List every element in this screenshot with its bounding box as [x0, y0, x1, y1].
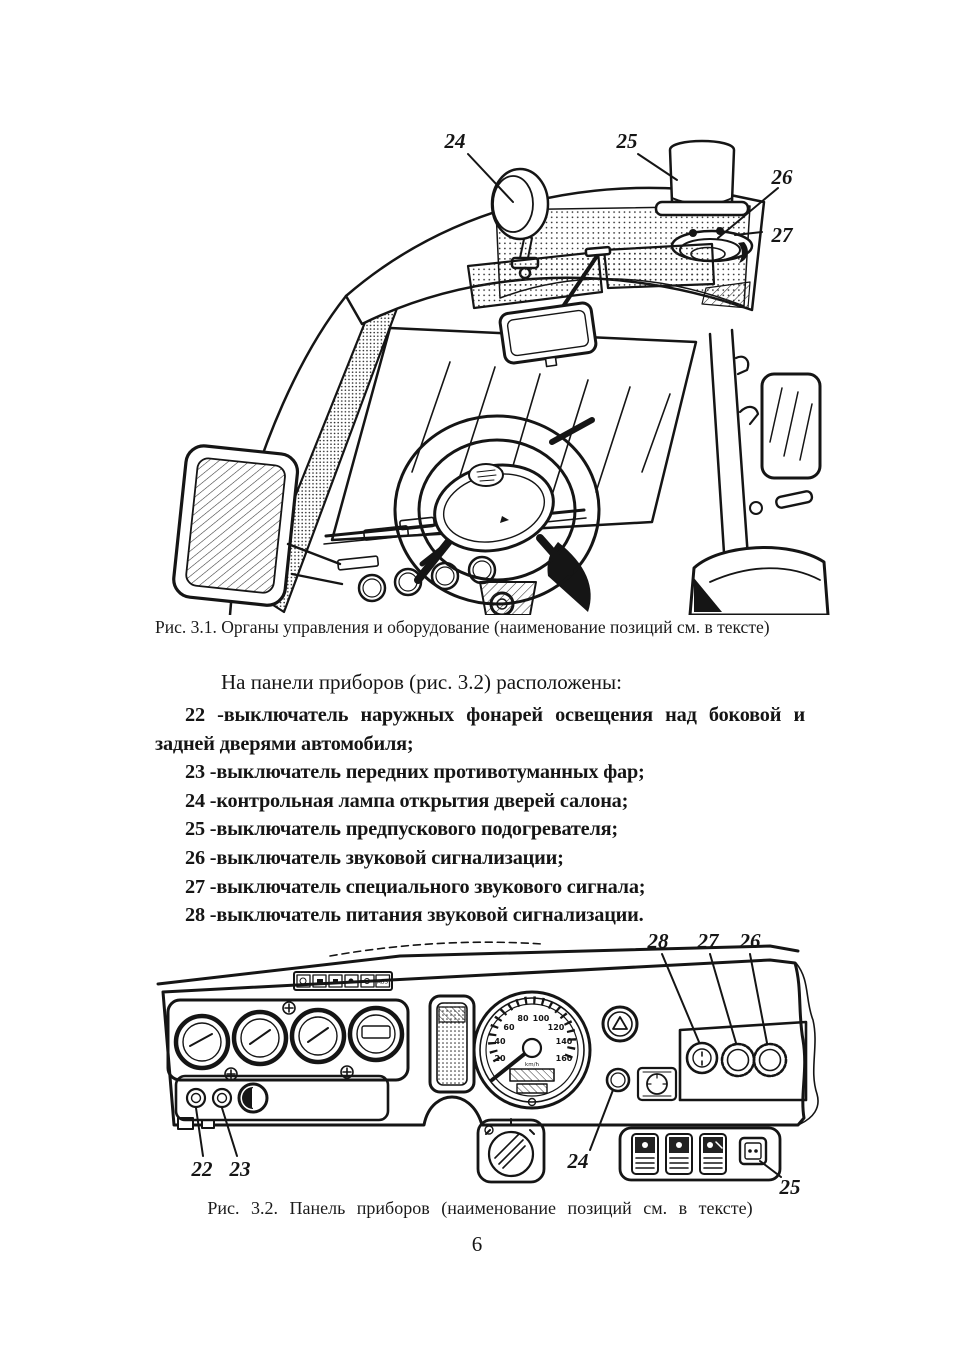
- page-number: 6: [471, 1232, 483, 1256]
- beacon-lamp: [670, 141, 734, 202]
- door-handle: [775, 490, 813, 508]
- callout-22: 22: [191, 1157, 213, 1181]
- callout-27: 27: [771, 223, 793, 247]
- list-item-24: 24 -контрольная лампа открытия дверей салона;: [185, 789, 629, 812]
- callout-24b: 24: [567, 1149, 589, 1173]
- abs-indicator-label: ABS: [377, 979, 388, 986]
- callout-25: 25: [616, 129, 638, 153]
- intro-paragraph: На панели приборов (рис. 3.2) расположены:: [221, 670, 622, 694]
- callout-25b: 25: [779, 1175, 801, 1198]
- turn-signal-stalk: [552, 420, 592, 442]
- figure-3-1-drawing: [150, 112, 830, 615]
- list-item-22: 22 -выключатель наружных фонарей освещения над боковой и задней дверями автомобиля;: [155, 704, 805, 755]
- callout-26b: 26: [739, 929, 761, 953]
- svg-text:160: 160: [555, 1054, 573, 1063]
- rocker-switches: [632, 1134, 726, 1174]
- list-item-25: 25 -выключатель предпускового подогревателя;: [185, 818, 618, 841]
- svg-text:20: 20: [494, 1054, 506, 1063]
- spotlight-head: [492, 169, 548, 239]
- light-switch-knob: [489, 1132, 533, 1176]
- figure-3-2-drawing: [150, 918, 830, 1198]
- svg-text:100: 100: [532, 1014, 550, 1023]
- list-item-28: 28 -выключатель питания звуковой сигнализации.: [185, 904, 644, 927]
- figure-3-2-caption: Рис. 3.2. Панель приборов (наименование позиций см. в тексте): [207, 1198, 753, 1218]
- figure-3-1-caption: Рис. 3.1. Органы управления и оборудование (наименование позиций см. в тексте): [155, 617, 770, 637]
- list-item-27: 27 -выключатель специального звукового сигнала;: [185, 875, 646, 898]
- switch-list: [155, 701, 805, 930]
- odometer: [510, 1069, 554, 1081]
- callout-28: 28: [647, 929, 669, 953]
- button-25: [740, 1138, 766, 1164]
- list-item-23: 23 -выключатель передних противотуманных фар;: [185, 761, 645, 784]
- grab-hook: [736, 357, 748, 374]
- svg-text:140: 140: [555, 1037, 573, 1046]
- callout-23: 23: [229, 1157, 251, 1181]
- callout-27b: 27: [697, 929, 719, 953]
- svg-text:80: 80: [517, 1014, 529, 1023]
- outside-mirror: [172, 444, 299, 607]
- svg-text:120: 120: [547, 1023, 565, 1032]
- svg-text:60: 60: [503, 1023, 515, 1032]
- list-item-26: 26 -выключатель звуковой сигнализации;: [185, 846, 564, 869]
- trip-odometer: [517, 1084, 547, 1093]
- callout-26: 26: [771, 165, 793, 189]
- callout-24: 24: [444, 129, 466, 153]
- svg-text:40: 40: [494, 1037, 506, 1046]
- sun-visor-right: [604, 244, 714, 288]
- horn-logo: [469, 464, 503, 486]
- speed-unit-label: km/h: [525, 1062, 539, 1068]
